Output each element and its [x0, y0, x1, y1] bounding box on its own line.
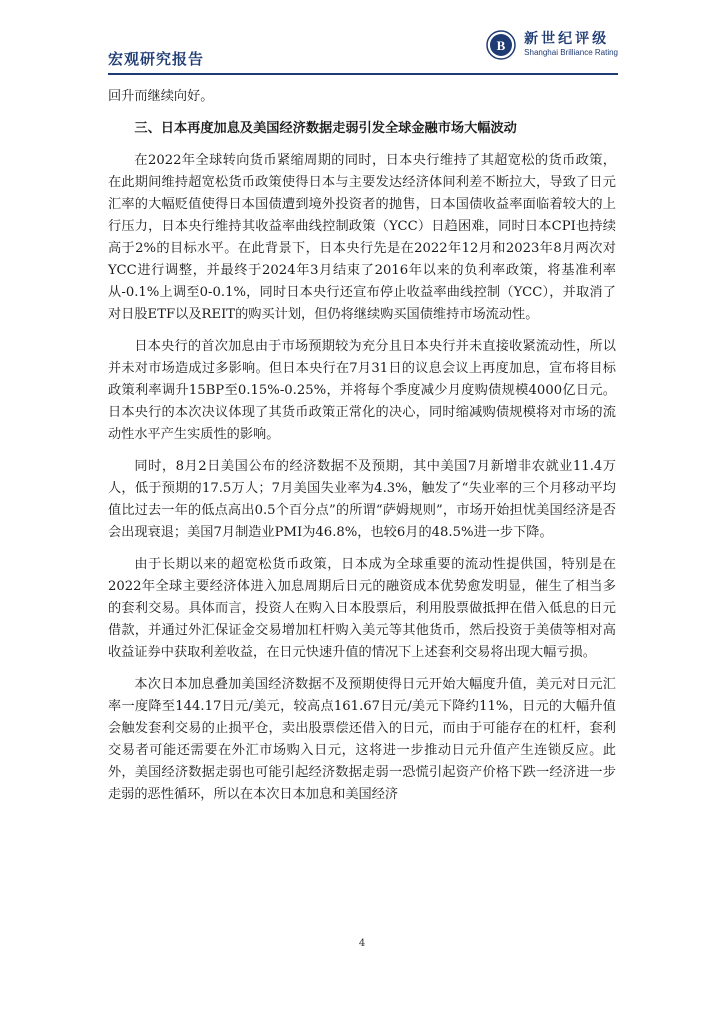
- body-paragraph: 在2022年全球转向货币紧缩周期的同时，日本央行维持了其超宽松的货币政策，在此期间维持超宽松货币政策使得日本与主要发达经济体间利差不断拉大，导致了日元汇率的大幅贬值使得日本国债遭到境外投资者的抛售，日本国债收益率面临着较大的上行压力，日本央行维持其收益率曲线控制政策（YCC）日趋困难，同时日本CPI也持续高于2%的目标水平。在此背景下，日本央行先是在2022年12月和2023年8月两次对YCC进行调整，并最终于2024年3月结束了2016年以来的负利率政策，将基准利率从-0.1%上调至0-0.1%，同时日本央行还宣布停止收益率曲线控制（YCC），并取消了对日股ETF以及REIT的购买计划，但仍将继续购买国债维持市场流动性。: [108, 153, 616, 322]
- continued-paragraph: 回升而继续向好。: [108, 89, 214, 104]
- section-heading: 三、日本再度加息及美国经济数据走弱引发全球金融市场大幅波动: [134, 121, 517, 136]
- body-paragraph: 同时，8月2日美国公布的经济数据不及预期，其中美国7月新增非农就业11.4万人，低于预期的17.5万人；7月美国失业率为4.3%，触发了“失业率的三个月移动平均值比过去一年的低点高出0.5个百分点”的所谓“萨姆规则”，市场开始担忧美国经济是否会出现衰退；美国7月制造业PMI为46.8%，也较6月的48.5%进一步下降。: [108, 459, 616, 540]
- page-number: 4: [358, 938, 366, 949]
- report-body: [108, 86, 616, 806]
- header-divider: [108, 73, 618, 75]
- svg-text:B: B: [496, 38, 506, 53]
- body-paragraph: 日本央行的首次加息由于市场预期较为充分且日本央行并未直接收紧流动性，所以并未对市场造成过多影响。但日本央行在7月31日的议息会议上再度加息，宣布将目标政策利率调升15BP至0.15%-0.25%，并将每个季度减少月度购债规模4000亿日元。日本央行的本次决议体现了其货币政策正常化的决心，同时缩减购债规模将对市场的流动性水平产生实质性的影响。: [108, 339, 616, 442]
- company-logo: [486, 30, 618, 60]
- page-header: [108, 30, 618, 72]
- body-paragraph: 本次日本加息叠加美国经济数据不及预期使得日元开始大幅度升值，美元对日元汇率一度降至144.17日元/美元，较高点161.67日元/美元下降约11%，日元的大幅升值会触发套利交易的止损平仓，卖出股票偿还借入的日元，而由于可能存在的杠杆，套利交易者可能还需要在外汇市场购入日元，这将进一步推动日元升值产生连锁反应。此外，美国经济数据走弱也可能引起经济数据走弱一恐慌引起资产价格下跌一经济进一步走弱的恶性循环，所以在本次日本加息和美国经济: [108, 677, 616, 802]
- brilliance-logo-icon: [486, 30, 516, 60]
- body-paragraph: 由于长期以来的超宽松货币政策，日本成为全球重要的流动性提供国，特别是在2022年全球主要经济体进入加息周期后日元的融资成本优势愈发明显，催生了相当多的套利交易。具体而言，投资人在购入日本股票后，利用股票做抵押在借入低息的日元借款，并通过外汇保证金交易增加杠杆购入美元等其他货币，然后投资于美债等相对高收益证券中获取利差收益，在日元快速升值的情况下上述套利交易将出现大幅亏损。: [108, 557, 616, 660]
- report-type-title: 宏观研究报告: [108, 50, 205, 68]
- logo-english-name: Shanghai Brilliance Rating: [524, 48, 618, 57]
- logo-chinese-name: 新世纪评级: [524, 31, 610, 47]
